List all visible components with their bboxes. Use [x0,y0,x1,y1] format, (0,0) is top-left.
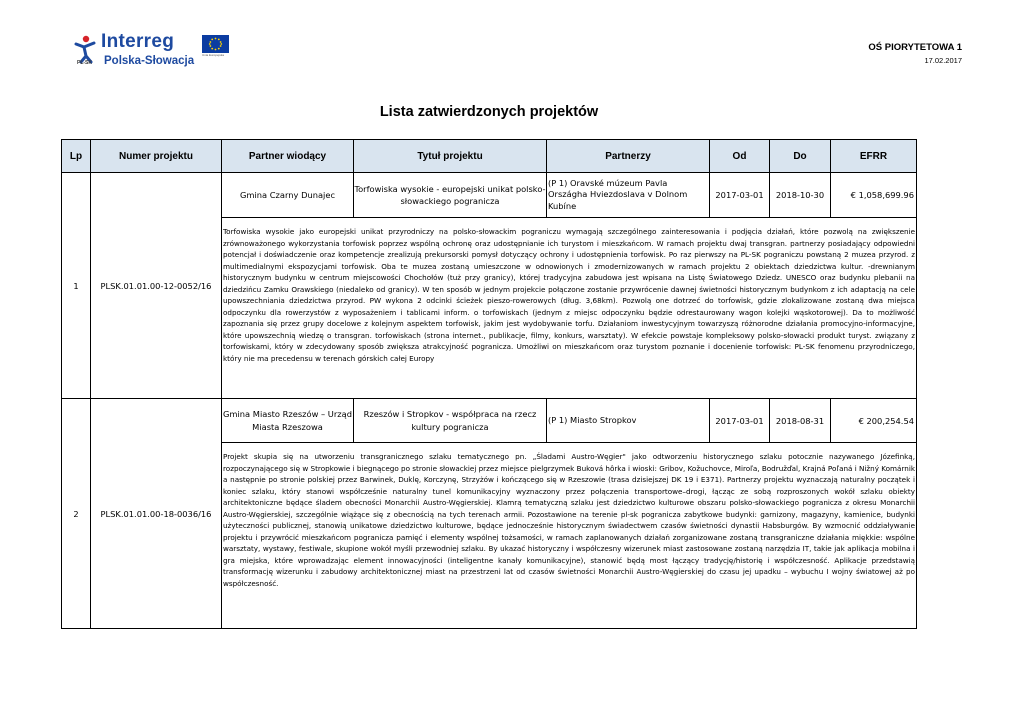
row-do: 2018-10-30 [770,173,831,218]
row-do: 2018-08-31 [770,399,831,443]
row-numer: PLSK.01.01.00-18-0036/16 [91,399,222,629]
row-opis: Projekt skupia się na utworzeniu transgranicznego szlaku tematycznego pn. „Śladami Austro-Węgier" jako odtworzeniu historycznego szlaku potocznie nazywanego Józefinką, rozpoczynającego się w Stropkowie i biegnącego po stronie słowackiej przez miejsce pielgrzymek Buková hôrka i wioski: Gribov, Kožuchovce, Miroľa, Bodružďal, Krajná Poľaná i Nižný Komárnik a następnie po stronie polskiej przez Barwinek, Duklę, Korczynę, Strzyżów i kończącego się w Rzeszowie (trasa dzisiejszej DK 19 i E371). Partnerzy projektu wyznaczają naturalny początek i koniec szlaku, który stanowi współcześnie naturalny tunel komunikacyjny wyznaczony przez połączenia transportowe–drogi, łącząc ze sobą rozproszonych wokół szlaku obiekty architektoniczne będące śladem obecności Monarchii Austro-Węgierskiej. Klamrą tematyczną szlaku jest dziedzictwo kulturowe obszaru polsko-słowackiego pogranicza z okresu Monarchii Austro-Węgierskiej, szczególnie wiążące się z obecnością na tych terenach armii. Pozostawione na terenie pl-sk pogranicza zabytkowe budynki: garnizony, magazyny, kamienice, budynki użyteczności publicznej, stanowią unikatowe dziedzictwo kulturowe, będące jednocześnie historycznym świadectwem czasów świetności dynastii Habsburgów. By wzmocnić oddziaływanie projektu i przywrócić mieszkańcom pogranicza pamięć i elementy wspólnej tożsamości, w ramach zaplanowanych działań zorganizowane zostaną transgraniczne działania miękkie: wspólne warsztaty, wystawy, festiwale, skupione wokół myśli przewodniej szlaku. By ukazać historyczny i współczesny wizerunek miast zastosowane zostaną narzędzia IT, takie jak aplikacja mobilna i gra miejska, które wprowadzając element innowacyjności (inteligentne kanały komunikacyjne), stanowić będą most łączący tradycję/historię i współczesność. Aplikacje przedstawią transformację wizerunku i zabudowy architektonicznej miast na przestrzeni lat od czasów świetności Monarchii Austro-Węgierskiej do czasu jej upadku – wybuchu I wojny światowej aż po współczesność. [222,443,917,629]
row-tytul: Torfowiska wysokie - europejski unikat polsko-słowackiego pogranicza [354,173,547,218]
table-row [62,173,917,218]
row-opis: Torfowiska wysokie jako europejski unikat przyrodniczy na polsko-słowackim pograniczu wymagają szczególnego zainteresowania i podjęcia działań, które pozwolą na zwiększenie zrównoważonego wykorzystania torfowisk poprzez wspólną ochronę oraz udostępnianie ich turystom i mieszkańcom. W ramach projektu dwaj transgran. partnerzy posiadający odpowiedni potencjał i doświadczenie oraz kompetencje zrealizują prekursorski pomysł dotyczący ochrony i udostępnienia torfowisk. Po raz pierwszy na PL-SK pograniczu powstaną 2 muzea przyrod. z multimedialnymi ekspozycjami torfowisk. Oba te muzea zostaną umieszczone w odnowionych i zmodernizowanych w ramach projektu 2 obiektach dziedzictwa kultur. -drewnianym historycznym budynku w centrum miejscowości Chochołów (tuż przy granicy), której tradycyjna zabudowa jest wpisana na Listę Światowego Dziedz. UNESCO oraz budynku plebanii na dziedzińcu Zamku Orawskiego (niedaleko od granicy). W ten sposób w jednym projekcie połączone zostanie przywrócenie dawnej świetności historycznym budynkom z ich adaptacją na cele upowszechniania dziedzictwa przyrod. PW wykona 2 odcinki ścieżek pieszo-rowerowych (dług. 3,68km). Pozwolą one dotrzeć do torfowisk, gdzie zlokalizowane zostaną dwa miejsca odpoczynku dla rowerzystów z wyposażeniem i tablicami inform. o torfowiskach (jednym z miejsc odpoczynku będzie odrestaurowany wagon kolejki wąskotorowej). Da to możliwość zapoznania się przez grupy docelowe z kolejnym aspektem torfowisk, jakim jest wydobywanie torfu. Działaniom inwestycyjnym towarzyszą różnorodne działania promocyjno-informacyjne, które upowszechnią wiedzę o transgran. torfowiskach (strona internet., publikacje, filmy, konkurs, warsztaty). W efekcie powstaje kompleksowy polsko-słowacki produkt turyst. związany z torfowiskami, który w zdecydowany sposób zwiększa atrakcyjność pogranicza. Umożliwi on mieszkańcom oraz turystom poznanie i docenienie torfowisk: PL-SK fenomenu przyrodniczego, który nie ma precedensu w terenach górskich całej Europy [222,218,917,399]
brand-subtitle: Polska-Słowacja [104,55,195,67]
page-title: Lista zatwierdzonych projektów [379,104,599,120]
row-od: 2017-03-01 [710,399,770,443]
row-lp: 2 [62,399,91,629]
eu-flag-icon [202,35,229,53]
row-od: 2017-03-01 [710,173,770,218]
column-header-partner: Partner wiodący [222,140,354,173]
document-date: 17.02.2017 [924,56,962,65]
column-header-lp: Lp [62,140,91,173]
row-partnerzy: (P 1) Oravské múzeum Pavla Országha Hviezdoslava v Dolnom Kubíne [547,173,710,218]
column-header-do: Do [770,140,831,173]
column-header-od: Od [710,140,770,173]
column-header-efrr: EFRR [831,140,917,173]
column-header-tytul: Tytuł projektu [354,140,547,173]
projects-table [61,139,917,629]
row-numer: PLSK.01.01.00-12-0052/16 [91,173,222,399]
row-efrr: € 200,254.54 [831,399,917,443]
row-partner: Gmina Miasto Rzeszów – Urząd Miasta Rzeszowa [222,399,354,443]
table-header-row [62,140,917,173]
table-row [62,399,917,443]
eu-caption: Unia Europejska [202,53,225,57]
row-partner: Gmina Czarny Dunajec [222,173,354,218]
row-tytul: Rzeszów i Stropkov - współpraca na rzecz kultury pogranicza [354,399,547,443]
priority-axis: OŚ PIORYTETOWA 1 [868,42,962,53]
interreg-logo [74,33,234,69]
column-header-numer: Numer projektu [91,140,222,173]
brand-name: Interreg [101,31,175,52]
row-lp: 1 [62,173,91,399]
region-code: PL-SK [77,60,92,66]
column-header-partnerzy: Partnerzy [547,140,710,173]
row-partnerzy: (P 1) Miasto Stropkov [547,399,710,443]
row-efrr: € 1,058,699.96 [831,173,917,218]
